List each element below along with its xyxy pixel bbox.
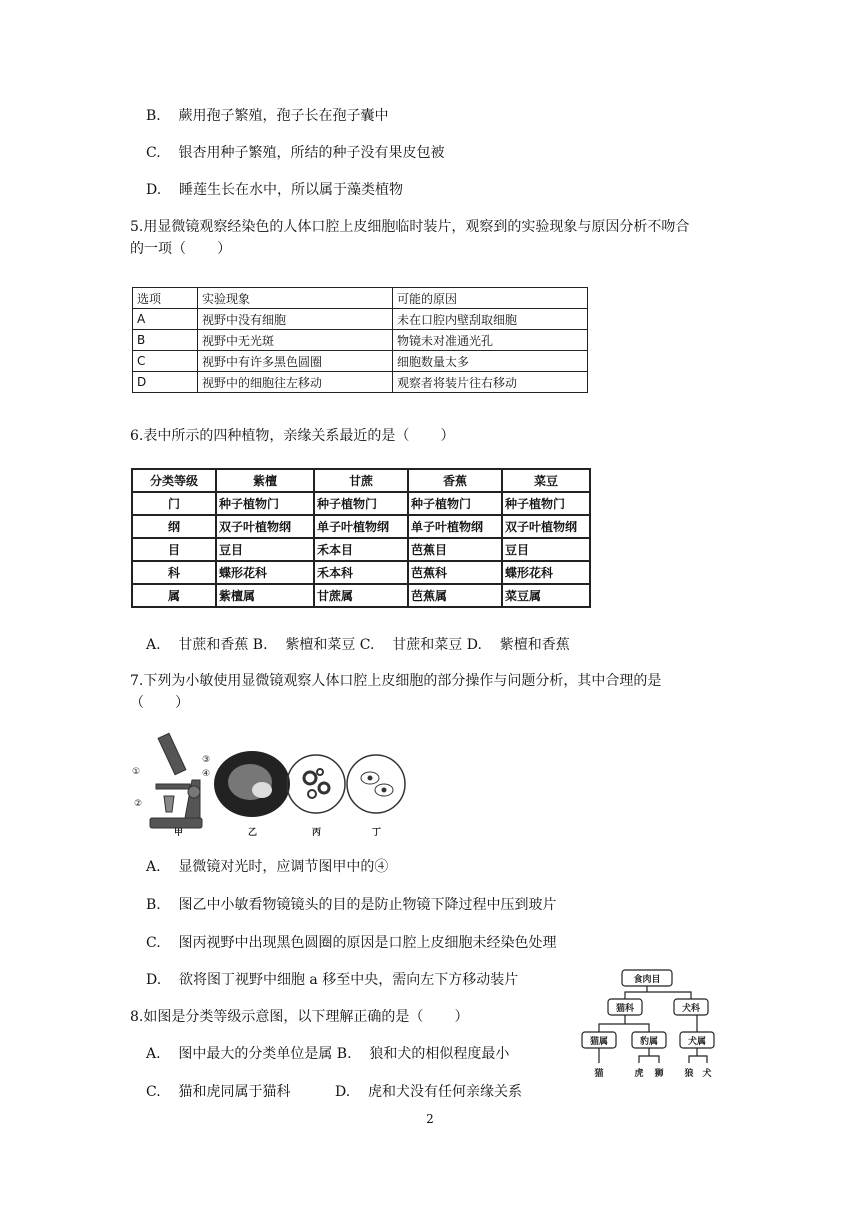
table-cell: 视野中没有细胞 (198, 309, 393, 330)
table-cell: 科 (132, 561, 216, 584)
table-cell: 双子叶植物纲 (216, 515, 314, 538)
q8-options-cd: C. 猫和虎同属于猫科 D. 虎和犬没有任何亲缘关系 (146, 1084, 522, 1100)
table-row (132, 492, 590, 515)
table-cell: 甘蔗属 (314, 584, 408, 607)
animal-label: 狼 (684, 1069, 694, 1079)
q7-option-d: D. 欲将图丁视野中细胞 a 移至中央，需向左下方移动装片 (146, 972, 519, 988)
table-cell: 紫檀属 (216, 584, 314, 607)
family-label-cat: 猫科 (615, 1004, 635, 1014)
q7-option-c: C. 图丙视野中出现黑色圆圈的原因是口腔上皮细胞未经染色处理 (146, 935, 557, 951)
q6-options: A. 甘蔗和香蕉 B. 紫檀和菜豆 C. 甘蔗和菜豆 D. 紫檀和香蕉 (146, 637, 570, 653)
table-cell: 视野中的细胞往左移动 (198, 372, 393, 393)
figure-mark: ① (132, 767, 141, 777)
q4-option-c: C. 银杏用种子繁殖，所结的种子没有果皮包被 (146, 145, 445, 161)
table-cell: 物镜未对准通光孔 (393, 330, 588, 351)
q7-stem-line2: （ ） (130, 695, 190, 711)
figure-mark: ④ (202, 769, 211, 779)
table-header-cell: 紫檀 (216, 469, 314, 492)
table-cell: 蝶形花科 (216, 561, 314, 584)
q7-stem-line1: 7.下列为小敏使用显微镜观察人体口腔上皮细胞的部分操作与问题分析，其中合理的是 (130, 673, 662, 689)
figure-mark: ② (134, 799, 143, 809)
table-cell: D (133, 372, 198, 393)
table-header-cell: 香蕉 (408, 469, 502, 492)
table-cell: 细胞数量太多 (393, 351, 588, 372)
microscope-illustration (150, 733, 202, 828)
q6-table (131, 468, 591, 608)
table-header-row (132, 469, 590, 492)
q6-stem: 6.表中所示的四种植物，亲缘关系最近的是（ ） (130, 428, 455, 444)
table-header-cell: 可能的原因 (393, 288, 588, 309)
table-row (132, 561, 590, 584)
table-cell: 蝶形花科 (502, 561, 590, 584)
figure-label-bing: 丙 (312, 828, 322, 838)
table-header-cell: 分类等级 (132, 469, 216, 492)
panel-ding-illustration (347, 755, 405, 813)
table-cell: 芭蕉目 (408, 538, 502, 561)
table-cell: 豆目 (216, 538, 314, 561)
genus-label-dog: 犬属 (687, 1037, 707, 1047)
animal-label: 犬 (702, 1069, 712, 1079)
table-cell: 芭蕉科 (408, 561, 502, 584)
figure-label-ding: 丁 (372, 828, 382, 838)
table-cell: 种子植物门 (314, 492, 408, 515)
q5-stem-line1: 5.用显微镜观察经染色的人体口腔上皮细胞临时装片，观察到的实验现象与原因分析不吻合 (130, 219, 690, 235)
table-row (132, 538, 590, 561)
q7-option-b: B. 图乙中小敏看物镜镜头的目的是防止物镜下降过程中压到玻片 (146, 897, 557, 913)
table-cell: 菜豆属 (502, 584, 590, 607)
table-cell: 禾本科 (314, 561, 408, 584)
q8-options-ab: A. 图中最大的分类单位是属 B. 狼和犬的相似程度最小 (146, 1046, 510, 1062)
q7-microscope-figure (130, 728, 410, 838)
table-header-cell: 菜豆 (502, 469, 590, 492)
table-cell: 单子叶植物纲 (408, 515, 502, 538)
figure-label-jia: 甲 (174, 828, 184, 838)
panel-yi-illustration (214, 751, 290, 817)
q4-option-d: D. 睡莲生长在水中，所以属于藻类植物 (146, 182, 403, 198)
table-cell: C (133, 351, 198, 372)
q8-stem: 8.如图是分类等级示意图，以下理解正确的是（ ） (130, 1009, 469, 1025)
figure-mark: ③ (202, 755, 211, 765)
table-cell: 单子叶植物纲 (314, 515, 408, 538)
table-cell: 未在口腔内壁刮取细胞 (393, 309, 588, 330)
order-label: 食肉目 (633, 975, 661, 985)
table-row (133, 330, 588, 351)
table-cell: 豆目 (502, 538, 590, 561)
table-cell: 芭蕉属 (408, 584, 502, 607)
table-row (133, 309, 588, 330)
animal-label: 狮 (654, 1069, 664, 1079)
table-cell: 禾本目 (314, 538, 408, 561)
table-row (132, 584, 590, 607)
table-cell: 种子植物门 (408, 492, 502, 515)
q4-option-b: B. 蕨用孢子繁殖，孢子长在孢子囊中 (146, 108, 389, 124)
table-cell: 双子叶植物纲 (502, 515, 590, 538)
table-cell: 观察者将装片往右移动 (393, 372, 588, 393)
table-row (133, 372, 588, 393)
table-cell: 门 (132, 492, 216, 515)
table-cell: 属 (132, 584, 216, 607)
table-row (133, 351, 588, 372)
family-label-dog: 犬科 (681, 1004, 701, 1014)
table-header-row (133, 288, 588, 309)
genus-label-leopard: 豹属 (639, 1037, 659, 1047)
q7-option-a: A. 显微镜对光时，应调节图甲中的④ (146, 859, 389, 875)
figure-label-yi: 乙 (248, 828, 258, 838)
table-cell: 种子植物门 (216, 492, 314, 515)
table-cell: 视野中无光斑 (198, 330, 393, 351)
table-cell: A (133, 309, 198, 330)
table-header-cell: 甘蔗 (314, 469, 408, 492)
table-cell: 种子植物门 (502, 492, 590, 515)
q5-stem-line2: 的一项（ ） (130, 241, 232, 257)
table-header-cell: 选项 (133, 288, 198, 309)
q5-table (132, 287, 588, 393)
page-number: 2 (426, 1112, 434, 1126)
animal-label: 猫 (594, 1069, 604, 1079)
panel-bing-illustration (287, 755, 345, 813)
table-cell: 目 (132, 538, 216, 561)
table-cell: B (133, 330, 198, 351)
table-cell: 视野中有许多黑色圆圈 (198, 351, 393, 372)
genus-label-cat: 猫属 (589, 1037, 609, 1047)
classification-diagram (576, 968, 728, 1083)
table-row (132, 515, 590, 538)
table-header-cell: 实验现象 (198, 288, 393, 309)
animal-label: 虎 (634, 1069, 644, 1079)
table-cell: 纲 (132, 515, 216, 538)
